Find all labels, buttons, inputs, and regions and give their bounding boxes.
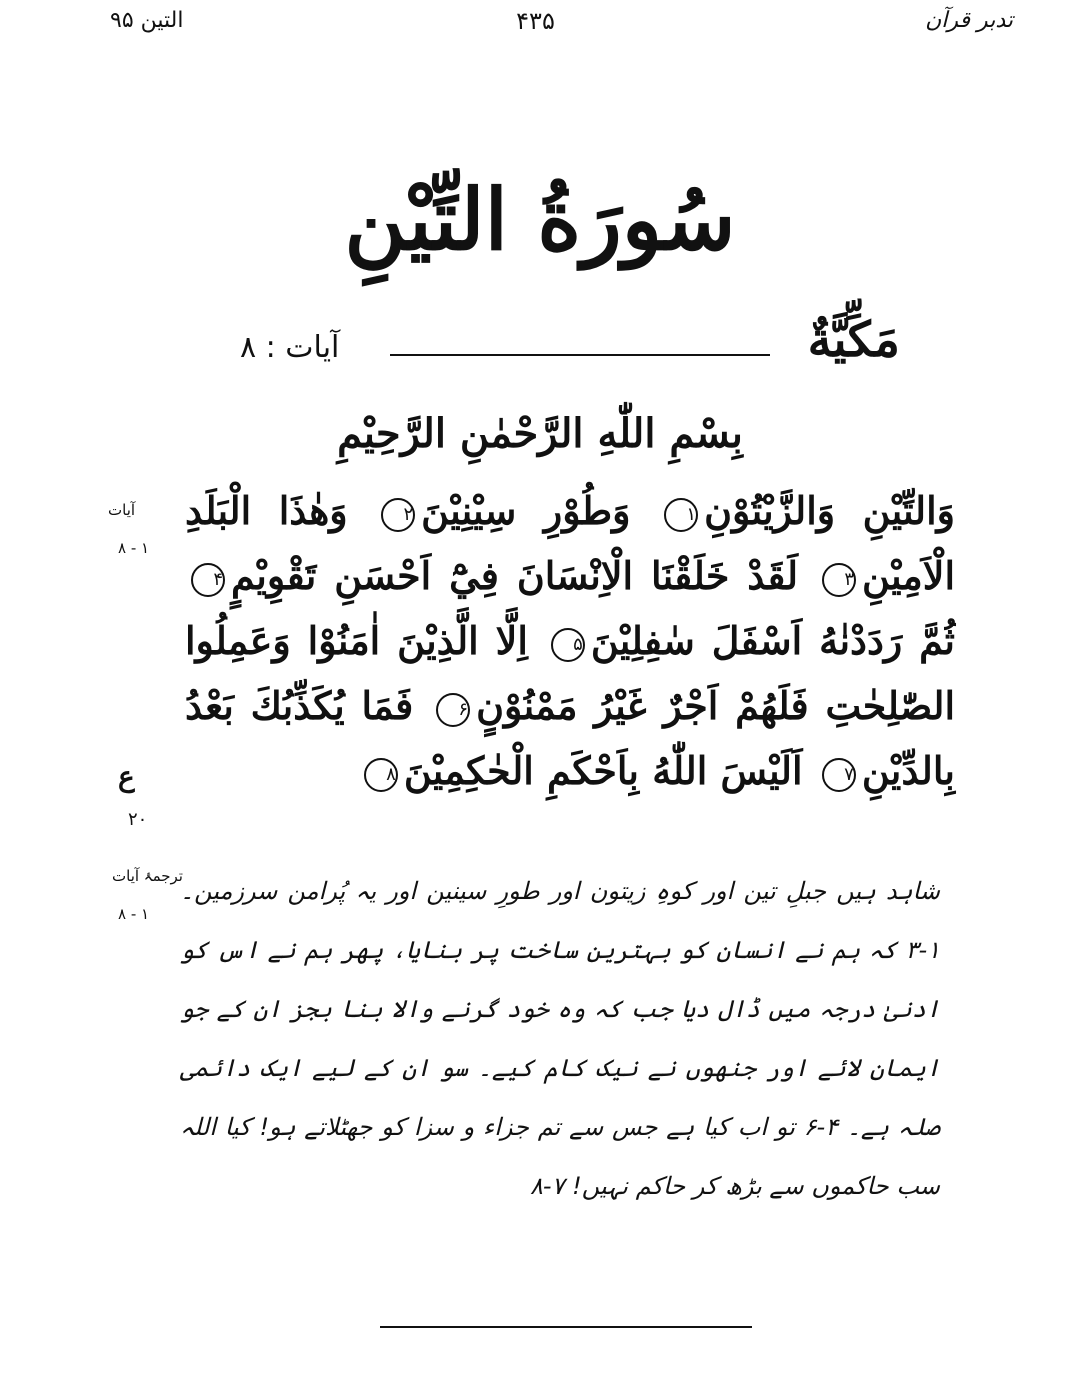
ayah-number: ۳ bbox=[822, 563, 856, 597]
quran-text bbox=[185, 478, 955, 803]
ayah-number: ۲ bbox=[381, 498, 415, 532]
ruku-number: ۲۰ bbox=[128, 809, 148, 830]
translation-line: شاہد ہیں جبلِ تین اور کوہِ زیتون اور طورِ سینین اور یہ پُرامن سرزمین۔ ۱-۳ bbox=[180, 877, 940, 964]
ayah-text: لَقَدْ خَلَقْنَا الْاِنْسَانَ فِيْٓ اَحْسَنِ تَقْوِيْمٍ bbox=[231, 553, 799, 598]
ayah-text: اِلَّا الَّذِيْنَ اٰمَنُوْا وَعَمِلُوا الصّٰلِحٰتِ فَلَهُمْ اَجْرٌ غَيْرُ مَمْنُوْنٍ bbox=[185, 618, 955, 728]
revelation-place: مَكِّيَّةٌ bbox=[807, 312, 900, 368]
translation-line: کہ ہم نے انسان کو بہترین ساخت پر بنایا، پھر ہم نے اس کو ادنیٰ درجہ میں ڈال bbox=[180, 936, 940, 1023]
translation-line: تو اب کیا ہے جس سے تم جزاء و سزا کو جھٹلاتے ہو! کیا اللہ سب حاکموں سے bbox=[180, 1113, 940, 1200]
ayah-text: فَمَا يُكَذِّبُكَ بَعْدُ بِالدِّيْنِ bbox=[185, 683, 955, 793]
ayah-text: اَلَيْسَ اللّٰهُ بِاَحْكَمِ الْحٰكِمِيْنَ bbox=[403, 748, 803, 793]
translation-line: کیے۔ سو ان کے لیے ایک دائمی صلہ ہے۔ ۴-۶ bbox=[180, 1054, 940, 1141]
margin-translation-range: ۱ - ۸ bbox=[118, 905, 150, 923]
margin-ayat-label: آیات bbox=[108, 501, 136, 519]
footer-rule bbox=[380, 1326, 752, 1328]
meta-divider bbox=[390, 354, 770, 356]
ayah-text: وَالتِّيْنِ وَالزَّيْتُوْنِ bbox=[704, 488, 956, 533]
translation-line: دیا جب کہ وہ خود گرنے والا بنا بجز ان کے جو ایمان لائے اور جنھوں نے نیک کام bbox=[180, 995, 941, 1082]
ayah-number: ۱ bbox=[664, 498, 698, 532]
ayat-count: آیات : ۸ bbox=[240, 330, 340, 365]
page-number: ۴۳۵ bbox=[516, 7, 555, 35]
ayah-text: وَطُوْرِ سِيْنِيْنَ bbox=[421, 488, 631, 533]
ruku-mark: ع bbox=[118, 760, 135, 793]
ayah-text: وَهٰذَا الْبَلَدِ الْاَمِيْنِ bbox=[185, 488, 956, 598]
ayah-number: ۴ bbox=[191, 563, 225, 597]
surah-title: سُورَةُ التِّيْنِ bbox=[344, 170, 736, 269]
ayah-number: ۶ bbox=[436, 693, 470, 727]
ayah-number: ۸ bbox=[364, 758, 398, 792]
book-title: تدبر قرآن bbox=[925, 8, 1013, 33]
translation-line: بڑھ کر حاکم نہیں! ۷-۸ bbox=[530, 1172, 762, 1200]
urdu-translation bbox=[180, 862, 940, 1216]
surah-reference: التین ۹۵ bbox=[110, 8, 184, 33]
basmala: بِسْمِ اللّٰهِ الرَّحْمٰنِ الرَّحِيْمِ bbox=[337, 410, 743, 457]
ayah-text: ثُمَّ رَدَدْنٰهُ اَسْفَلَ سٰفِلِيْنَ bbox=[590, 618, 955, 663]
surah-meta bbox=[240, 310, 900, 380]
ayah-number: ۵ bbox=[551, 628, 585, 662]
ayah-number: ۷ bbox=[822, 758, 856, 792]
margin-translation-label: ترجمۂ آیات bbox=[112, 867, 183, 885]
margin-ayat-range: ۱ - ۸ bbox=[118, 539, 150, 557]
